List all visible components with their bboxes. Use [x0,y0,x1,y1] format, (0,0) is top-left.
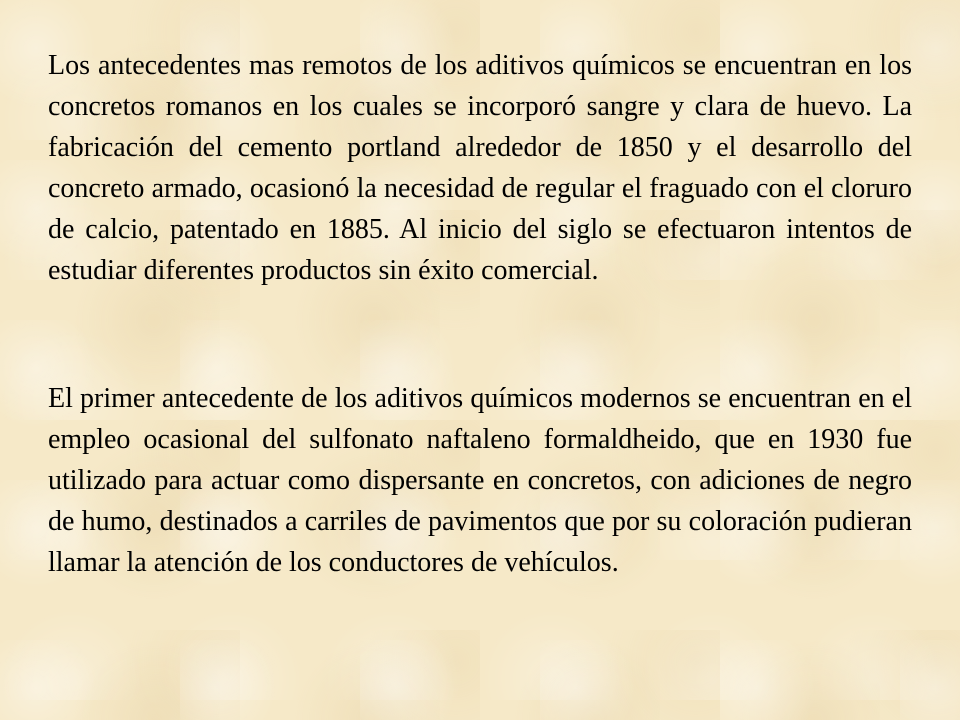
paragraph-history-origins: Los antecedentes mas remotos de los aditivos químicos se encuentran en los concretos romanos en los cuales se incorporó sangre y clara de huevo. La fabricación del cemento portland alrededor de 1850 y el desarrollo del concreto armado, ocasionó la necesidad de regular el fraguado con el cloruro de calcio, patentado en 1885. Al inicio del siglo se efectuaron intentos de estudiar diferentes productos sin éxito comercial. [48,50,912,286]
paragraph-modern-admixtures: El primer antecedente de los aditivos químicos modernos se encuentran en el empleo ocasional del sulfonato naftaleno formaldheido, que en 1930 fue utilizado para actuar como dispersante en concretos, con adiciones de negro de humo, destinados a carriles de pavimentos que por su coloración pudieran llamar la atención de los conductores de vehículos. [48,383,912,578]
